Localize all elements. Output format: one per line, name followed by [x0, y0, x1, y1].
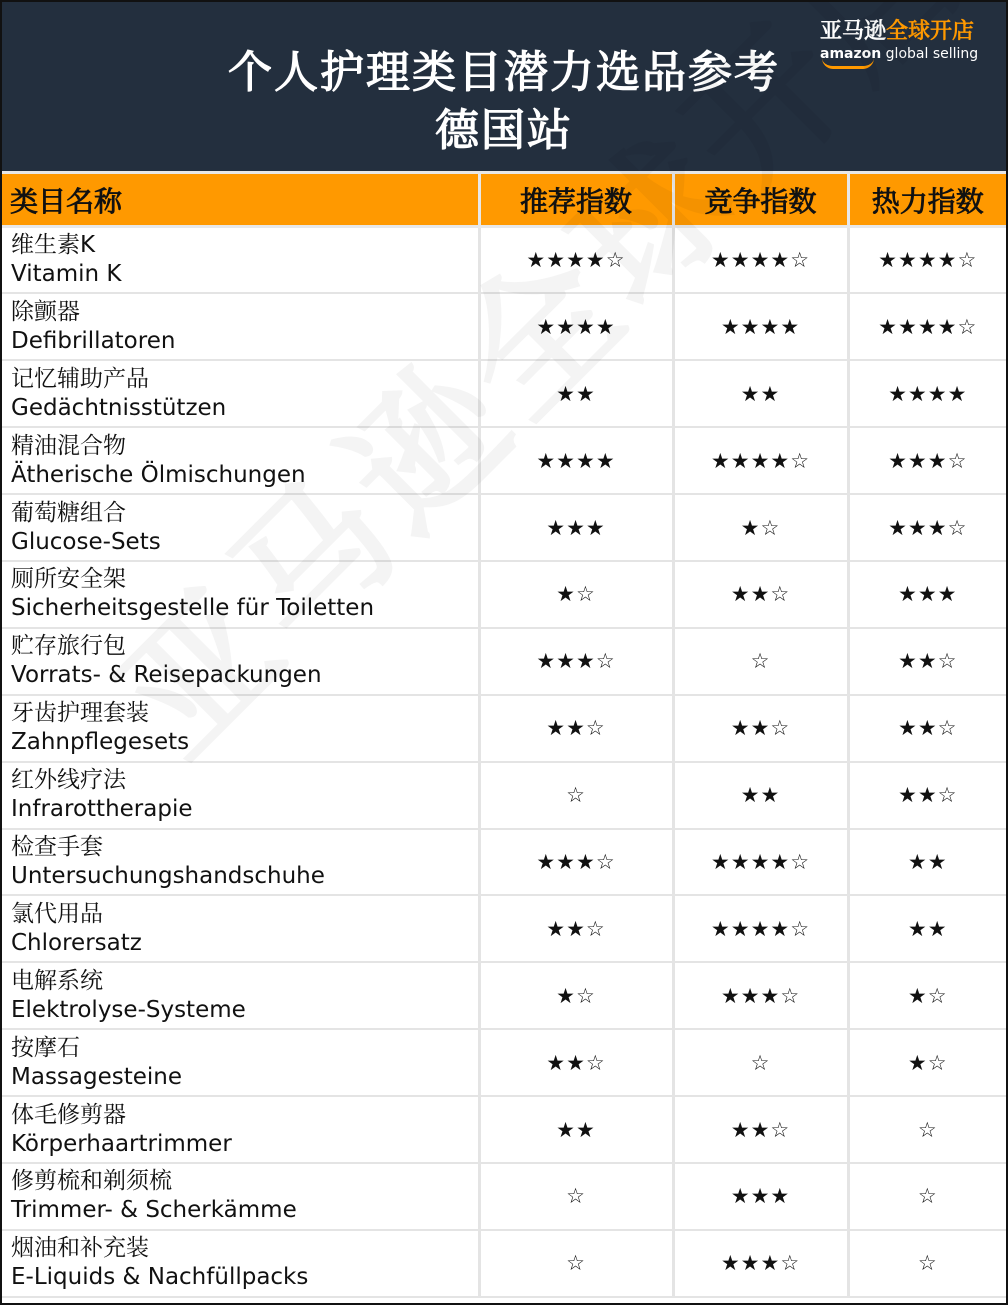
table-row [2, 829, 1006, 896]
table-header-row [2, 173, 1006, 227]
recommendation-stars: ★★★☆ [479, 628, 673, 695]
logo-chinese [820, 20, 990, 44]
competition-stars: ★☆ [673, 494, 848, 561]
category-name-cell [2, 427, 479, 494]
category-name-german: Trimmer- & Scherkämme [11, 1197, 297, 1224]
heat-stars: ☆ [848, 1096, 1006, 1163]
table-row [2, 1096, 1006, 1163]
heat-stars: ★★ [848, 895, 1006, 962]
recommendation-stars: ★★★★☆ [479, 227, 673, 294]
heat-stars: ☆ [848, 1163, 1006, 1230]
column-header-category: 类目名称 [2, 173, 479, 227]
table-row [2, 494, 1006, 561]
category-name-cell [2, 628, 479, 695]
recommendation-stars: ★★ [479, 1096, 673, 1163]
heat-stars: ★★ [848, 829, 1006, 896]
category-name-cell [2, 293, 479, 360]
logo-cn-orange: 全球开店 [886, 19, 975, 44]
recommendation-stars: ☆ [479, 1163, 673, 1230]
category-name-german: Massagesteine [11, 1063, 183, 1090]
recommendation-stars: ★★☆ [479, 895, 673, 962]
recommendation-stars: ☆ [479, 1230, 673, 1297]
recommendation-stars: ★★☆ [479, 1029, 673, 1096]
recommendation-stars: ★★★★ [479, 427, 673, 494]
competition-stars: ★★ [673, 762, 848, 829]
heat-stars: ★★★★☆ [848, 227, 1006, 294]
category-name-german: Infrarottherapie [11, 796, 193, 823]
heat-stars: ★★★☆ [848, 427, 1006, 494]
category-name-german: Gedächtnisstützen [11, 394, 227, 421]
logo-english [820, 46, 990, 62]
column-header-recommendation: 推荐指数 [479, 173, 673, 227]
table-row [2, 1230, 1006, 1297]
recommendation-stars: ★★★☆ [479, 829, 673, 896]
competition-stars: ★★★ [673, 1163, 848, 1230]
category-name-german: Vorrats- & Reisepackungen [11, 662, 322, 689]
category-name-chinese: 牙齿护理套装 [11, 700, 149, 727]
table-row [2, 227, 1006, 294]
heat-stars: ★★☆ [848, 762, 1006, 829]
category-name-german: Chlorersatz [11, 929, 142, 956]
category-name-chinese: 维生素K [11, 232, 96, 259]
competition-stars: ☆ [673, 1029, 848, 1096]
heat-stars: ★★★★☆ [848, 293, 1006, 360]
table-row [2, 1163, 1006, 1230]
recommendation-stars: ★★★ [479, 494, 673, 561]
competition-stars: ★★★☆ [673, 1230, 848, 1297]
category-name-cell [2, 227, 479, 294]
competition-stars: ★★★★☆ [673, 427, 848, 494]
recommendation-stars: ★☆ [479, 561, 673, 628]
category-name-cell [2, 1163, 479, 1230]
category-name-chinese: 修剪梳和剃须梳 [11, 1168, 172, 1195]
recommendation-stars: ☆ [479, 762, 673, 829]
recommendation-stars: ★★★★ [479, 293, 673, 360]
category-name-chinese: 除颤器 [11, 298, 80, 325]
heat-stars: ★★☆ [848, 628, 1006, 695]
competition-stars: ★★☆ [673, 1096, 848, 1163]
table-row [2, 1029, 1006, 1096]
category-name-german: E-Liquids & Nachfüllpacks [11, 1264, 309, 1291]
table-row [2, 895, 1006, 962]
page-subtitle: 德国站 [435, 105, 573, 156]
heat-stars: ☆ [848, 1230, 1006, 1297]
category-name-cell [2, 695, 479, 762]
category-name-chinese: 氯代用品 [11, 900, 103, 927]
category-name-chinese: 葡萄糖组合 [11, 499, 126, 526]
competition-stars: ☆ [673, 628, 848, 695]
category-name-chinese: 按摩石 [11, 1034, 80, 1061]
competition-stars: ★★☆ [673, 695, 848, 762]
category-name-cell [2, 829, 479, 896]
category-name-german: Vitamin K [11, 261, 122, 288]
logo-cn-white: 亚马逊 [820, 19, 887, 44]
category-name-chinese: 厕所安全架 [11, 566, 126, 593]
category-name-cell [2, 762, 479, 829]
heat-stars: ★★★☆ [848, 494, 1006, 561]
category-name-cell [2, 962, 479, 1029]
category-name-chinese: 体毛修剪器 [11, 1101, 126, 1128]
page-title: 个人护理类目潜力选品参考 [228, 47, 780, 98]
table-row [2, 293, 1006, 360]
category-name-cell [2, 1096, 479, 1163]
category-name-german: Körperhaartrimmer [11, 1130, 232, 1157]
category-name-chinese: 贮存旅行包 [11, 633, 126, 660]
category-name-german: Untersuchungshandschuhe [11, 862, 325, 889]
category-name-german: Sicherheitsgestelle für Toiletten [11, 595, 375, 622]
category-name-german: Zahnpflegesets [11, 729, 190, 756]
table-body [2, 227, 1006, 1297]
heat-stars: ★★☆ [848, 695, 1006, 762]
table-row [2, 427, 1006, 494]
table-row [2, 360, 1006, 427]
category-name-german: Ätherische Ölmischungen [11, 461, 306, 488]
table-row [2, 628, 1006, 695]
category-name-cell [2, 895, 479, 962]
category-name-chinese: 精油混合物 [11, 432, 126, 459]
category-name-chinese: 记忆辅助产品 [11, 365, 149, 392]
table-row [2, 962, 1006, 1029]
recommendation-stars: ★★☆ [479, 695, 673, 762]
category-name-cell [2, 494, 479, 561]
category-name-cell [2, 1029, 479, 1096]
category-name-cell [2, 561, 479, 628]
heat-stars: ★★★ [848, 561, 1006, 628]
table-row [2, 695, 1006, 762]
logo-en-bold: amazon [820, 46, 882, 62]
recommendation-stars: ★☆ [479, 962, 673, 1029]
header-banner [2, 2, 1006, 171]
column-header-heat: 热力指数 [848, 173, 1006, 227]
amazon-global-selling-logo [820, 20, 990, 69]
category-name-german: Defibrillatoren [11, 327, 176, 354]
table-row [2, 561, 1006, 628]
category-name-chinese: 烟油和补充装 [11, 1235, 149, 1262]
category-name-cell [2, 360, 479, 427]
table-row [2, 762, 1006, 829]
heat-stars: ★★★★ [848, 360, 1006, 427]
heat-stars: ★☆ [848, 962, 1006, 1029]
heat-stars: ★☆ [848, 1029, 1006, 1096]
category-name-chinese: 电解系统 [11, 967, 103, 994]
category-name-german: Elektrolyse-Systeme [11, 996, 246, 1023]
category-name-chinese: 检查手套 [11, 833, 103, 860]
category-name-german: Glucose-Sets [11, 528, 161, 555]
category-name-cell [2, 1230, 479, 1297]
logo-en-rest: global selling [881, 46, 979, 62]
category-name-chinese: 红外线疗法 [11, 767, 126, 794]
competition-stars: ★★★★☆ [673, 829, 848, 896]
recommendation-stars: ★★ [479, 360, 673, 427]
column-header-competition: 竞争指数 [673, 173, 848, 227]
competition-stars: ★★★★☆ [673, 895, 848, 962]
competition-stars: ★★ [673, 360, 848, 427]
competition-stars: ★★★★☆ [673, 227, 848, 294]
competition-stars: ★★★☆ [673, 962, 848, 1029]
category-table [2, 171, 1006, 1298]
competition-stars: ★★☆ [673, 561, 848, 628]
competition-stars: ★★★★ [673, 293, 848, 360]
